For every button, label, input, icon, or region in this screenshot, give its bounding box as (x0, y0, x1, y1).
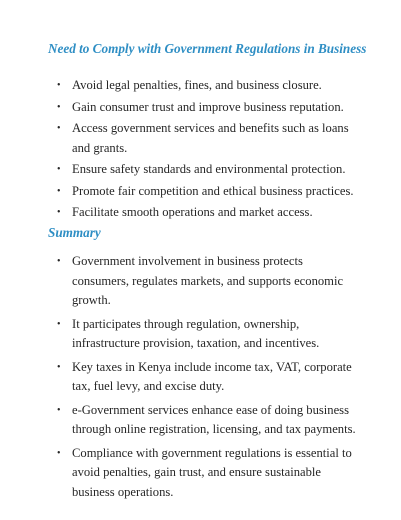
bullet-dot: • (57, 318, 61, 330)
summary-bullet-list (52, 252, 357, 506)
list-item (52, 119, 357, 158)
bullet-dot: • (57, 123, 61, 134)
list-item (52, 252, 357, 311)
list-item (52, 203, 357, 223)
list-item (52, 315, 357, 354)
bullet-dot: • (57, 256, 61, 267)
list-item (52, 401, 357, 440)
bullet-dot: • (57, 207, 61, 218)
section-heading-summary: Summary (48, 225, 101, 240)
list-item-text: Ensure safety standards and environmental protection. (72, 162, 346, 176)
list-item-text: Promote fair competition and ethical business practices. (72, 183, 354, 198)
list-item-text: Avoid legal penalties, fines, and business closure. (72, 78, 322, 92)
list-item (52, 98, 357, 118)
section-heading-compliance: Need to Comply with Government Regulations in Business (48, 41, 367, 56)
list-item-text: Compliance with government regulations is essential to avoid penalties, gain trust, and ensure sustainable business operations. (72, 445, 352, 499)
bullet-dot: • (57, 447, 61, 459)
list-item-text: Government involvement in business protects consumers, regulates markets, and supports economic growth. (72, 254, 344, 307)
bullet-dot: • (57, 404, 61, 416)
compliance-bullet-list (52, 76, 357, 225)
bullet-dot: • (57, 80, 61, 91)
list-item-text: Access government services and benefits such as loans and grants. (72, 121, 349, 155)
bullet-dot: • (57, 101, 61, 113)
list-item-text: Gain consumer trust and improve business reputation. (72, 99, 344, 114)
bullet-dot: • (57, 164, 61, 175)
list-item-text: It participates through regulation, ownership, infrastructure provision, taxation, and incentives. (72, 316, 320, 350)
list-item-text: Key taxes in Kenya include income tax, VAT, corporate tax, fuel levy, and excise duty. (72, 359, 352, 393)
bullet-dot: • (57, 185, 61, 197)
list-item (52, 182, 357, 202)
list-item-text: e-Government services enhance ease of doing business through online registration, licensing, and tax payments. (72, 402, 356, 436)
bullet-dot: • (57, 361, 61, 373)
list-item (52, 358, 357, 397)
list-item (52, 444, 357, 503)
list-item-text: Facilitate smooth operations and market access. (72, 205, 313, 219)
list-item (52, 160, 357, 180)
list-item (52, 76, 357, 96)
